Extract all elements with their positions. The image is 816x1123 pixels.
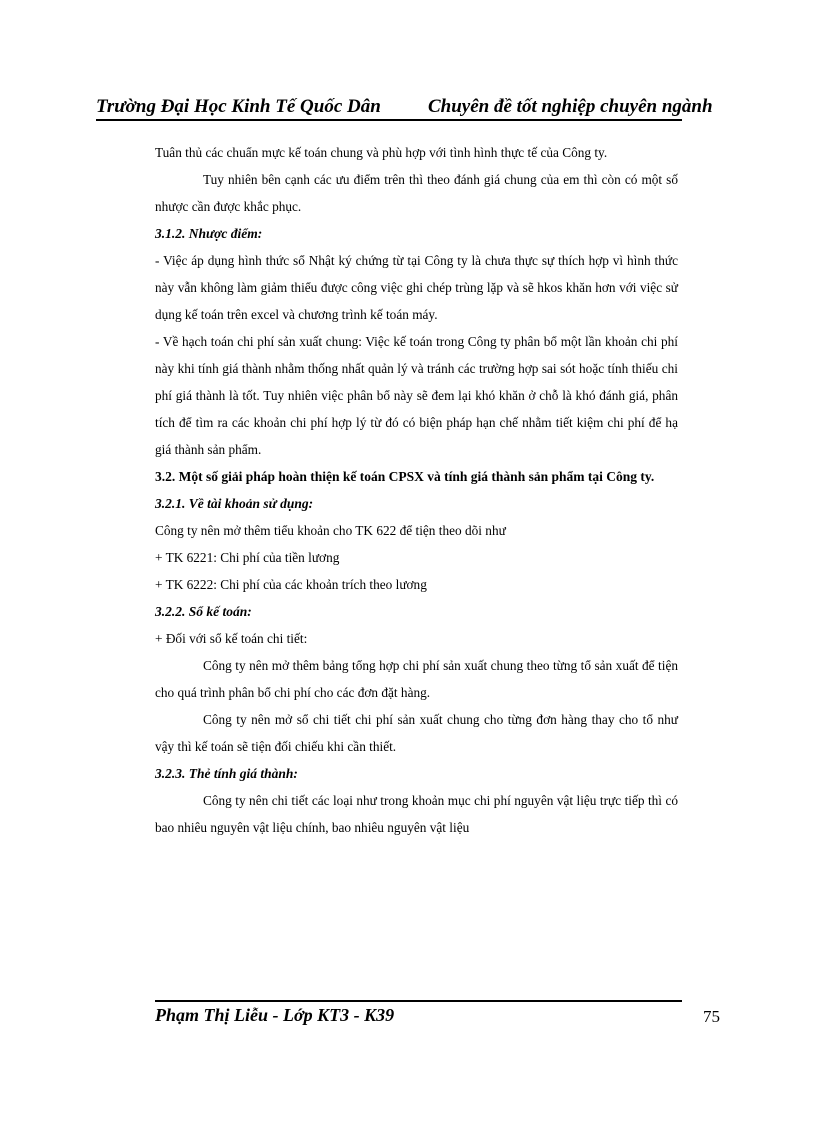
paragraph: 3.2.3. Thẻ tính giá thành: (155, 766, 298, 781)
paragraph: 3.2.1. Về tài khoản sử dụng: (155, 496, 314, 511)
paragraph: + TK 6221: Chi phí của tiền lương (155, 550, 340, 565)
thesis-topic: Chuyên đề tốt nghiệp chuyên ngành (428, 96, 713, 117)
paragraph: Công ty nên mở thêm tiểu khoản cho TK 622 để tiện theo dõi như (155, 523, 506, 538)
header-rule (96, 119, 682, 121)
paragraph: Tuân thủ các chuẩn mực kế toán chung và phù hợp với tình hình thực tế của Công ty. (155, 145, 608, 160)
paragraph: 3.2. Một số giải pháp hoàn thiện kế toán CPSX và tính giá thành sản phẩm tại Công ty. (155, 469, 655, 484)
school-name: Trường Đại Học Kinh Tế Quốc Dân (96, 96, 381, 117)
paragraph: Công ty nên mở thêm bảng tổng hợp chi phí sản xuất chung theo từng tổ sản xuất để tiện cho quá trình phân bổ chi phí cho các đơn đặt hàng. (155, 658, 678, 700)
page-footer (155, 1005, 720, 1033)
paragraph: Công ty nên mở sổ chi tiết chi phí sản xuất chung cho từng đơn hàng thay cho tổ như vậy thì kế toán sẽ tiện đối chiếu khi cần thiết. (155, 712, 678, 754)
footer-rule (155, 1000, 682, 1002)
page-number: 75 (703, 1007, 720, 1026)
paragraph: 3.1.2. Nhược điểm: (155, 226, 263, 241)
body-text (155, 139, 678, 841)
paragraph: 3.2.2. Sổ kế toán: (155, 604, 252, 619)
paragraph: - Việc áp dụng hình thức sổ Nhật ký chứng từ tại Công ty là chưa thực sự thích hợp vì hình thức này vẫn không làm giảm thiểu được công việc ghi chép trùng lặp và sẽ hkos khăn hơn với việc sử dụng kế toán trên excel và chương trình kế toán máy. (155, 253, 678, 322)
paragraph: Công ty nên chi tiết các loại như trong khoản mục chi phí nguyên vật liệu trực tiếp thì có bao nhiêu nguyên vật liệu chính, bao nhiêu nguyên vật liệu (155, 793, 678, 835)
paragraph: - Về hạch toán chi phí sản xuất chung: Việc kế toán trong Công ty phân bổ một lần khoản chi phí này khi tính giá thành nhằm thống nhất quản lý và tránh các trường hợp sai sót hoặc tính thiếu chi phí giá thành là tốt. Tuy nhiên việc phân bổ này sẽ đem lại khó khăn ở chỗ là khó đánh giá, phân tích để tìm ra các khoản chi phí hợp lý từ đó có biện pháp hạn chế nhằm tiết kiệm chi phí để hạ giá thành sản phẩm. (155, 334, 678, 457)
page-header (96, 92, 722, 122)
paragraph: + Đối với sổ kế toán chi tiết: (155, 631, 308, 646)
paragraph: + TK 6222: Chi phí của các khoản trích theo lương (155, 577, 427, 592)
paragraph: Tuy nhiên bên cạnh các ưu điểm trên thì theo đánh giá chung của em thì còn có một số nhược cần được khắc phục. (155, 172, 678, 214)
author-line: Phạm Thị Liễu - Lớp KT3 - K39 (155, 1005, 395, 1025)
